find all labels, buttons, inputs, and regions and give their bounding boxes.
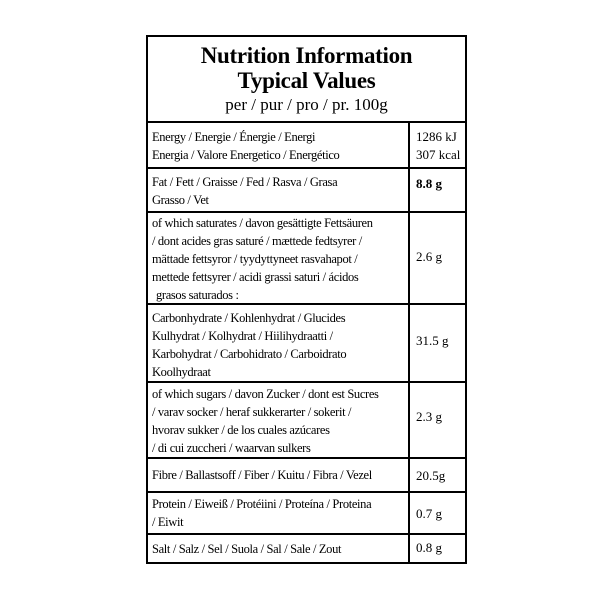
row-label xyxy=(152,535,410,562)
row-label-line: Fibre / Ballastsoff / Fiber / Kuitu / Fibra / Vezel xyxy=(152,468,372,482)
row-label-line: / dont acides gras saturé / mættede fedtsyrer / xyxy=(152,234,362,248)
energy-kcal-value: 307 kcal xyxy=(416,147,461,162)
per-100g-line: per / pur / pro / pr. 100g xyxy=(225,95,388,114)
saturates-value: 2.6 g xyxy=(416,249,442,264)
fat-value: 8.8 g xyxy=(416,176,442,191)
row-label-line: Energy / Energie / Énergie / Energi xyxy=(152,130,316,144)
energy-kj-value: 1286 kJ xyxy=(416,129,457,144)
title-typical-values: Typical Values xyxy=(237,68,376,93)
row-protein xyxy=(148,493,465,535)
row-label-line: grasos saturados : xyxy=(156,288,239,302)
row-saturates xyxy=(148,213,465,305)
row-label xyxy=(152,459,410,491)
row-label xyxy=(152,123,410,167)
row-label-line: Koolhydraat xyxy=(152,365,211,379)
row-sugars xyxy=(148,383,465,459)
title-nutrition-information: Nutrition Information xyxy=(200,43,413,68)
row-label-line: Grasso / Vet xyxy=(152,193,209,207)
row-label xyxy=(152,213,410,303)
row-label-line: of which saturates / davon gesättigte Fettsäuren xyxy=(152,216,373,230)
row-label-line: / Eiwit xyxy=(152,515,184,529)
row-label-line: Protein / Eiweiß / Protéiini / Proteína / Proteina xyxy=(152,497,372,511)
nutrition-label xyxy=(146,35,467,564)
row-carbohydrate xyxy=(148,305,465,383)
row-label-line: of which sugars / davon Zucker / dont est Sucres xyxy=(152,387,379,401)
row-fat xyxy=(148,169,465,213)
row-label-line: / di cui zuccheri / waarvan sulkers xyxy=(152,441,311,455)
row-label xyxy=(152,169,410,211)
row-label-line: Energia / Valore Energetico / Energético xyxy=(152,148,340,162)
row-label xyxy=(152,493,410,533)
row-label-line: hvorav sukker / de los cuales azúcares xyxy=(152,423,330,437)
label-header xyxy=(148,37,465,123)
sugars-value: 2.3 g xyxy=(416,409,442,424)
carbohydrate-value: 31.5 g xyxy=(416,333,449,348)
row-energy xyxy=(148,123,465,169)
row-label xyxy=(152,305,410,381)
row-fibre xyxy=(148,459,465,493)
salt-value: 0.8 g xyxy=(416,540,442,555)
fibre-value: 20.5g xyxy=(416,468,446,483)
row-label-line: mättade fettsyror / tyydyttyneet rasvahapot / xyxy=(152,252,358,266)
row-label-line: Carbonhydrate / Kohlenhydrat / Glucides xyxy=(152,311,346,325)
row-label-line: mettede fettsyrer / acidi grassi saturi / ácidos xyxy=(152,270,359,284)
row-salt xyxy=(148,535,465,562)
row-label-line: Karbohydrat / Carbohidrato / Carboidrato xyxy=(152,347,347,361)
row-label-line: Kulhydrat / Kolhydrat / Hiilihydraatti / xyxy=(152,329,333,343)
row-label-line: Salt / Salz / Sel / Suola / Sal / Sale / Zout xyxy=(152,542,342,556)
row-label xyxy=(152,383,410,457)
row-label-line: Fat / Fett / Graisse / Fed / Rasva / Grasa xyxy=(152,175,338,189)
row-label-line: / varav socker / heraf sukkerarter / sokerit / xyxy=(152,405,352,419)
protein-value: 0.7 g xyxy=(416,506,442,521)
